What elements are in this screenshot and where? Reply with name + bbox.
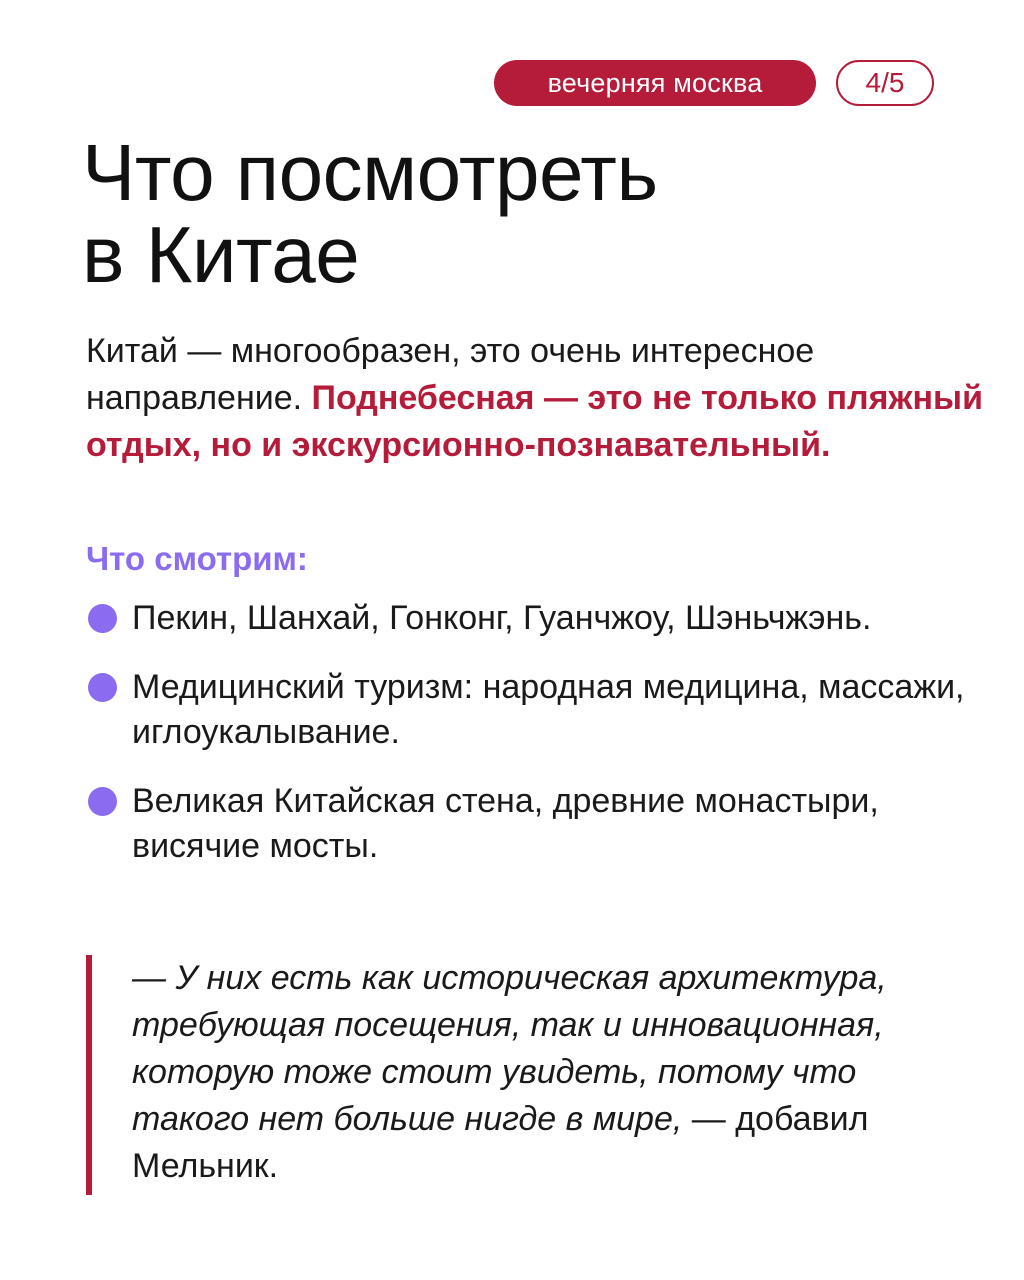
list-item-text: Пекин, Шанхай, Гонконг, Гуанчжоу, Шэньчжэнь. (132, 599, 872, 637)
sights-list (86, 596, 966, 893)
bullet-dot-icon (88, 787, 117, 816)
intro-text: Китай — многообразен, это очень интересное направление. (86, 332, 815, 417)
list-item (86, 779, 966, 869)
quote-bar (86, 955, 92, 1195)
page-title (82, 128, 962, 299)
bullet-dot-icon (88, 604, 117, 633)
quote-speech: — У них есть как историческая архитектура, требующая посещения, так и инновационная, которую тоже стоит увидеть, потому что такого нет больше нигде в мире, (132, 959, 887, 1138)
list-item (86, 665, 966, 755)
intro-highlight: Поднебесная — это не только пляжный отдых, но и экскурсионно-познавательный. (86, 379, 983, 464)
list-item-text: Медицинский туризм: народная медицина, массажи, иглоукалывание. (132, 668, 965, 751)
title-line-2: в Китае (82, 210, 360, 299)
list-item-text: Великая Китайская стена, древние монастыри, висячие мосты. (132, 782, 879, 865)
quote-block (86, 955, 976, 1195)
quote-attribution: — добавил Мельник. (132, 1100, 869, 1185)
bullet-dot-icon (88, 673, 117, 702)
intro-paragraph (86, 328, 986, 469)
quote-text (132, 955, 972, 1190)
list-item (86, 596, 966, 641)
title-line-1: Что посмотреть (82, 128, 658, 217)
brand-badge: вечерняя москва (494, 60, 816, 106)
section-subheading: Что смотрим: (86, 540, 308, 577)
page-counter: 4/5 (836, 60, 934, 106)
